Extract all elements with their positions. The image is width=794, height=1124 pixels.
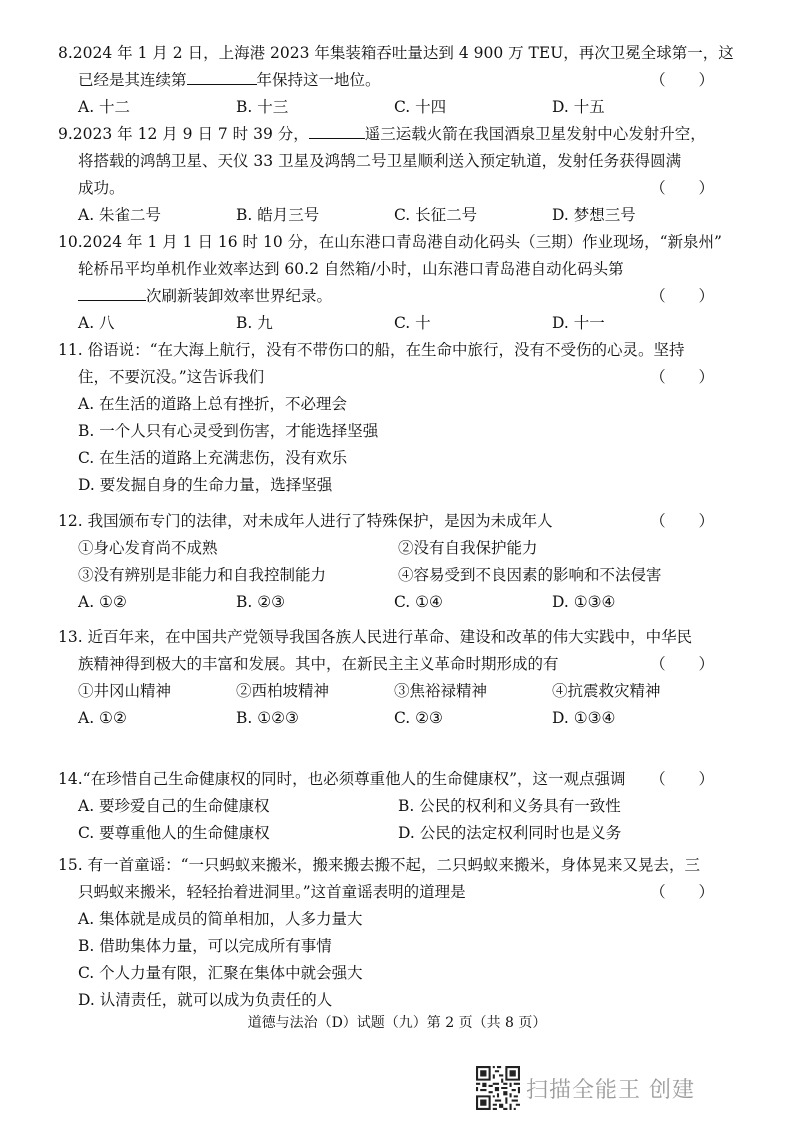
options <box>58 589 748 616</box>
answer-blank <box>78 284 146 301</box>
stem-line: 成功。 <box>78 179 125 197</box>
answer-parentheses: （ ） <box>650 655 728 673</box>
option-a: A. 八 <box>78 314 115 332</box>
answer-blank <box>187 68 257 85</box>
stem-line: 10.2024 年 1 月 1 日 16 时 10 分，在山东港口青岛港自动化码头（三期）作业现场，“新泉州” <box>58 233 722 251</box>
option-b: B. 皓月三号 <box>236 206 320 224</box>
option-c: C. 十四 <box>394 98 447 116</box>
answer-parentheses: （ ） <box>650 287 728 305</box>
option-d: D. 公民的法定权利同时也是义务 <box>398 824 622 842</box>
answer-parentheses: （ ） <box>650 512 728 530</box>
option-c: C. ②③ <box>394 709 443 727</box>
stem-line: 14.“在珍惜自己生命健康权的同时，也必须尊重他人的生命健康权”，这一观点强调 <box>58 770 626 788</box>
option-d: D. 十五 <box>552 98 605 116</box>
statement-4: ④抗震救灾精神 <box>552 682 661 700</box>
option-b: B. 一个人只有心灵受到伤害，才能选择坚强 <box>78 422 379 440</box>
option-b: B. 十三 <box>236 98 289 116</box>
statement-2: ②西柏坡精神 <box>236 682 330 700</box>
statement-2: ②没有自我保护能力 <box>398 539 538 557</box>
statement-3: ③没有辨别是非能力和自我控制能力 <box>78 566 327 584</box>
statements <box>58 535 748 562</box>
question-stem <box>58 337 748 391</box>
option-a: A. 朱雀二号 <box>78 206 162 224</box>
statement-1: ①身心发育尚不成熟 <box>78 539 218 557</box>
option-d: D. 认清责任，就可以成为负责任的人 <box>78 991 333 1009</box>
stem-line: 轮桥吊平均单机作业效率达到 60.2 自然箱/小时，山东港口青岛港自动化码头第 <box>78 260 624 278</box>
stem-line: 11. 俗语说：“在大海上航行，没有不带伤口的船，在生命中旅行，没有不受伤的心灵。坚持 <box>58 341 685 359</box>
answer-parentheses: （ ） <box>650 71 728 89</box>
statements <box>58 678 748 705</box>
statements <box>58 562 748 589</box>
question-11 <box>58 337 748 499</box>
scanner-brand-text: 扫描全能王 创建 <box>526 1077 695 1103</box>
answer-parentheses: （ ） <box>650 770 728 788</box>
stem-line: 13. 近百年来，在中国共产党领导我国各族人民进行革命、建设和改革的伟大实践中，中华民 <box>58 628 693 646</box>
stem-line: 12. 我国颁布专门的法律，对未成年人进行了特殊保护，是因为未成年人 <box>58 512 553 530</box>
statement-1: ①井冈山精神 <box>78 682 172 700</box>
stem-line: 次刷新装卸效率世界纪录。 <box>58 283 676 310</box>
option-a: A. ①② <box>78 593 127 611</box>
answer-blank <box>309 122 365 139</box>
question-13 <box>58 624 748 732</box>
options <box>58 310 748 337</box>
stem-line: 族精神得到极大的丰富和发展。其中，在新民主主义革命时期形成的有 <box>78 655 559 673</box>
stem-line: 已经是其连续第 年保持这一地位。 <box>58 67 676 94</box>
stem-line: 只蚂蚁来搬米，轻轻抬着进洞里。”这首童谣表明的道理是 <box>78 883 466 901</box>
option-b: B. 九 <box>236 314 273 332</box>
page-footer: 道德与法治（D）试题（九）第 2 页（共 8 页） <box>247 1015 547 1031</box>
answer-parentheses: （ ） <box>650 179 728 197</box>
statement-4: ④容易受到不良因素的影响和不法侵害 <box>398 566 662 584</box>
stem-line: 将搭载的鸿鹄卫星、天仪 33 卫星及鸿鹄二号卫星顺利送入预定轨道，发射任务获得圆满 <box>78 152 682 170</box>
answer-parentheses: （ ） <box>650 368 728 386</box>
question-stem <box>58 508 748 535</box>
options <box>58 820 748 847</box>
option-c: C. 个人力量有限，汇聚在集体中就会强大 <box>78 964 363 982</box>
option-d: D. ①③④ <box>552 593 616 611</box>
question-stem <box>58 40 748 94</box>
option-c: C. 长征二号 <box>394 206 478 224</box>
option-c: C. ①④ <box>394 593 443 611</box>
stem-line: 9.2023 年 12 月 9 日 7 时 39 分， 遥三运载火箭在我国酒泉卫星发射中心发射升空， <box>58 121 676 148</box>
qr-code-icon <box>476 1066 520 1110</box>
question-12 <box>58 508 748 616</box>
question-stem <box>58 624 748 678</box>
option-d: D. ①③④ <box>552 709 616 727</box>
answer-parentheses: （ ） <box>650 883 728 901</box>
question-15 <box>58 852 748 1014</box>
option-b: B. ①②③ <box>236 709 299 727</box>
option-d: D. 梦想三号 <box>552 206 636 224</box>
question-stem <box>58 229 748 310</box>
option-b: B. 公民的权利和义务具有一致性 <box>398 797 621 815</box>
option-c: C. 要尊重他人的生命健康权 <box>78 824 270 842</box>
options <box>58 202 748 229</box>
option-a: A. 在生活的道路上总有挫折，不必理会 <box>78 395 348 413</box>
statement-3: ③焦裕禄精神 <box>394 682 488 700</box>
option-d: D. 十一 <box>552 314 605 332</box>
options <box>58 94 748 121</box>
question-9 <box>58 121 748 229</box>
question-stem <box>58 852 748 906</box>
question-stem <box>58 121 748 202</box>
question-14 <box>58 766 748 847</box>
stem-line: 15. 有一首童谣：“一只蚂蚁来搬米，搬来搬去搬不起，二只蚂蚁来搬米，身体晃来又晃去，三 <box>58 856 701 874</box>
option-c: C. 十 <box>394 314 431 332</box>
option-b: B. 借助集体力量，可以完成所有事情 <box>78 937 332 955</box>
options <box>58 793 748 820</box>
scanner-watermark <box>476 1066 695 1110</box>
question-10 <box>58 229 748 337</box>
option-b: B. ②③ <box>236 593 286 611</box>
question-8 <box>58 40 748 121</box>
question-stem <box>58 766 748 793</box>
option-a: A. 要珍爱自己的生命健康权 <box>78 797 270 815</box>
stem-line: 住，不要沉没。”这告诉我们 <box>78 368 265 386</box>
option-a: A. 十二 <box>78 98 131 116</box>
option-c: C. 在生活的道路上充满悲伤，没有欢乐 <box>78 449 348 467</box>
option-a: A. ①② <box>78 709 127 727</box>
options <box>58 705 748 732</box>
stem-line: 8.2024 年 1 月 2 日，上海港 2023 年集装箱吞吐量达到 4 900 万 TEU，再次卫冕全球第一，这 <box>58 44 734 62</box>
option-a: A. 集体就是成员的简单相加，人多力量大 <box>78 910 363 928</box>
option-d: D. 要发掘自身的生命力量，选择坚强 <box>78 476 333 494</box>
